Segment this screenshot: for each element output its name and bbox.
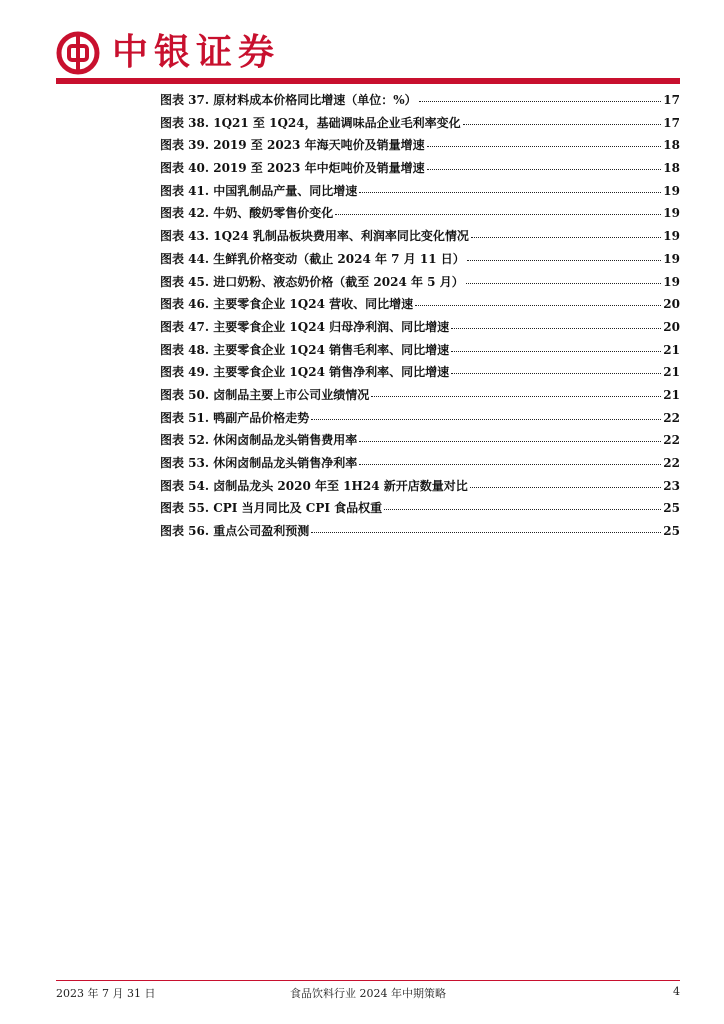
toc-entry-page: 20 (663, 319, 680, 334)
toc-dot-leader (451, 314, 661, 329)
toc-entry-page: 20 (663, 297, 680, 312)
toc-entry-page: 19 (663, 251, 680, 266)
toc-entry[interactable] (160, 429, 680, 452)
toc-entry-title: 图表 48. 主要零食企业 1Q24 销售毛利率、同比增速 (160, 342, 450, 357)
page-header (56, 28, 280, 78)
toc-entry[interactable] (160, 112, 680, 135)
toc-dot-leader (467, 246, 662, 261)
toc-dot-leader (419, 87, 662, 102)
toc-entry-title: 图表 52. 休闲卤制品龙头销售费用率 (160, 433, 358, 448)
toc-dot-leader (311, 405, 661, 420)
toc-entry[interactable] (160, 452, 680, 475)
toc-entry-title: 图表 46. 主要零食企业 1Q24 营收、同比增速 (160, 297, 414, 312)
header-divider (56, 78, 680, 84)
toc-dot-leader (311, 518, 661, 533)
toc-dot-leader (463, 110, 662, 125)
toc-dot-leader (384, 495, 661, 510)
footer-page-number: 4 (673, 985, 680, 998)
toc-entry[interactable] (160, 475, 680, 498)
toc-entry-title: 图表 51. 鸭副产品价格走势 (160, 410, 310, 425)
toc-entry[interactable] (160, 180, 680, 203)
toc-entry-page: 18 (663, 138, 680, 153)
toc-entry-title: 图表 54. 卤制品龙头 2020 年至 1H24 新开店数量对比 (160, 478, 468, 493)
toc-entry[interactable] (160, 520, 680, 543)
toc-dot-leader (471, 223, 661, 238)
toc-dot-leader (470, 473, 662, 488)
toc-entry-page: 23 (663, 478, 680, 493)
toc-entry-page: 19 (663, 274, 680, 289)
footer-report-title: 食品饮料行业 2024 年中期策略 (290, 987, 446, 1000)
toc-entry[interactable] (160, 134, 680, 157)
toc-entry-title: 图表 39. 2019 至 2023 年海天吨价及销量增速 (160, 138, 425, 153)
toc-entry[interactable] (160, 384, 680, 407)
toc-entry-page: 22 (663, 410, 680, 425)
toc-entry-page: 19 (663, 183, 680, 198)
toc-entry-page: 22 (663, 456, 680, 470)
toc-entry-page: 17 (663, 93, 680, 107)
toc-entry[interactable] (160, 89, 680, 112)
figure-list (160, 89, 680, 543)
toc-entry-page: 19 (663, 229, 680, 244)
toc-dot-leader (371, 382, 661, 397)
toc-dot-leader (359, 178, 661, 193)
toc-entry-title: 图表 44. 生鲜乳价格变动（截止 2024 年 7 月 11 日） (160, 251, 465, 266)
toc-entry-title: 图表 43. 1Q24 乳制品板块费用率、利润率同比变化情况 (160, 229, 469, 244)
footer-date: 2023 年 7 月 31 日 (56, 987, 156, 1000)
toc-entry-page: 19 (663, 206, 680, 221)
toc-entry-page: 21 (663, 387, 680, 402)
toc-entry-page: 21 (663, 342, 680, 357)
toc-entry-title: 图表 42. 牛奶、酸奶零售价变化 (160, 206, 334, 221)
toc-entry-title: 图表 50. 卤制品主要上市公司业绩情况 (160, 387, 370, 402)
toc-dot-leader (427, 155, 662, 170)
toc-entry-page: 22 (663, 433, 680, 448)
toc-entry-title: 图表 41. 中国乳制品产量、同比增速 (160, 183, 358, 198)
toc-entry[interactable] (160, 202, 680, 225)
toc-entry[interactable] (160, 157, 680, 180)
toc-entry[interactable] (160, 248, 680, 271)
toc-entry[interactable] (160, 225, 680, 248)
toc-dot-leader (359, 450, 661, 465)
toc-entry[interactable] (160, 339, 680, 362)
toc-entry-title: 图表 56. 重点公司盈利预测 (160, 524, 310, 539)
toc-dot-leader (451, 359, 661, 374)
toc-dot-leader (427, 132, 662, 147)
toc-entry-title: 图表 37. 原材料成本价格同比增速（单位：%） (160, 93, 417, 107)
toc-entry[interactable] (160, 407, 680, 430)
toc-entry-page: 25 (663, 501, 680, 516)
toc-dot-leader (415, 291, 661, 306)
toc-dot-leader (359, 427, 661, 442)
toc-entry[interactable] (160, 497, 680, 520)
toc-entry-title: 图表 38. 1Q21 至 1Q24，基础调味品企业毛利率变化 (160, 115, 461, 130)
toc-entry-title: 图表 47. 主要零食企业 1Q24 归母净利润、同比增速 (160, 319, 450, 334)
toc-entry-title: 图表 49. 主要零食企业 1Q24 销售净利率、同比增速 (160, 365, 450, 380)
toc-entry[interactable] (160, 361, 680, 384)
toc-dot-leader (335, 200, 661, 215)
toc-entry[interactable] (160, 316, 680, 339)
toc-entry-page: 17 (663, 115, 680, 130)
toc-entry-title: 图表 45. 进口奶粉、液态奶价格（截至 2024 年 5 月） (160, 274, 464, 289)
brand-name: 中银证券 (112, 32, 281, 73)
toc-entry-page: 21 (663, 365, 680, 380)
toc-dot-leader (466, 269, 662, 284)
bank-of-china-logo-icon (56, 31, 100, 75)
toc-entry[interactable] (160, 271, 680, 294)
toc-entry-title: 图表 53. 休闲卤制品龙头销售净利率 (160, 456, 358, 470)
toc-dot-leader (451, 337, 661, 352)
footer-divider (56, 980, 680, 981)
toc-entry-page: 25 (663, 524, 680, 539)
toc-entry-page: 18 (663, 161, 680, 176)
toc-entry-title: 图表 55. CPI 当月同比及 CPI 食品权重 (160, 501, 383, 516)
toc-entry[interactable] (160, 293, 680, 316)
toc-entry-title: 图表 40. 2019 至 2023 年中炬吨价及销量增速 (160, 161, 425, 176)
